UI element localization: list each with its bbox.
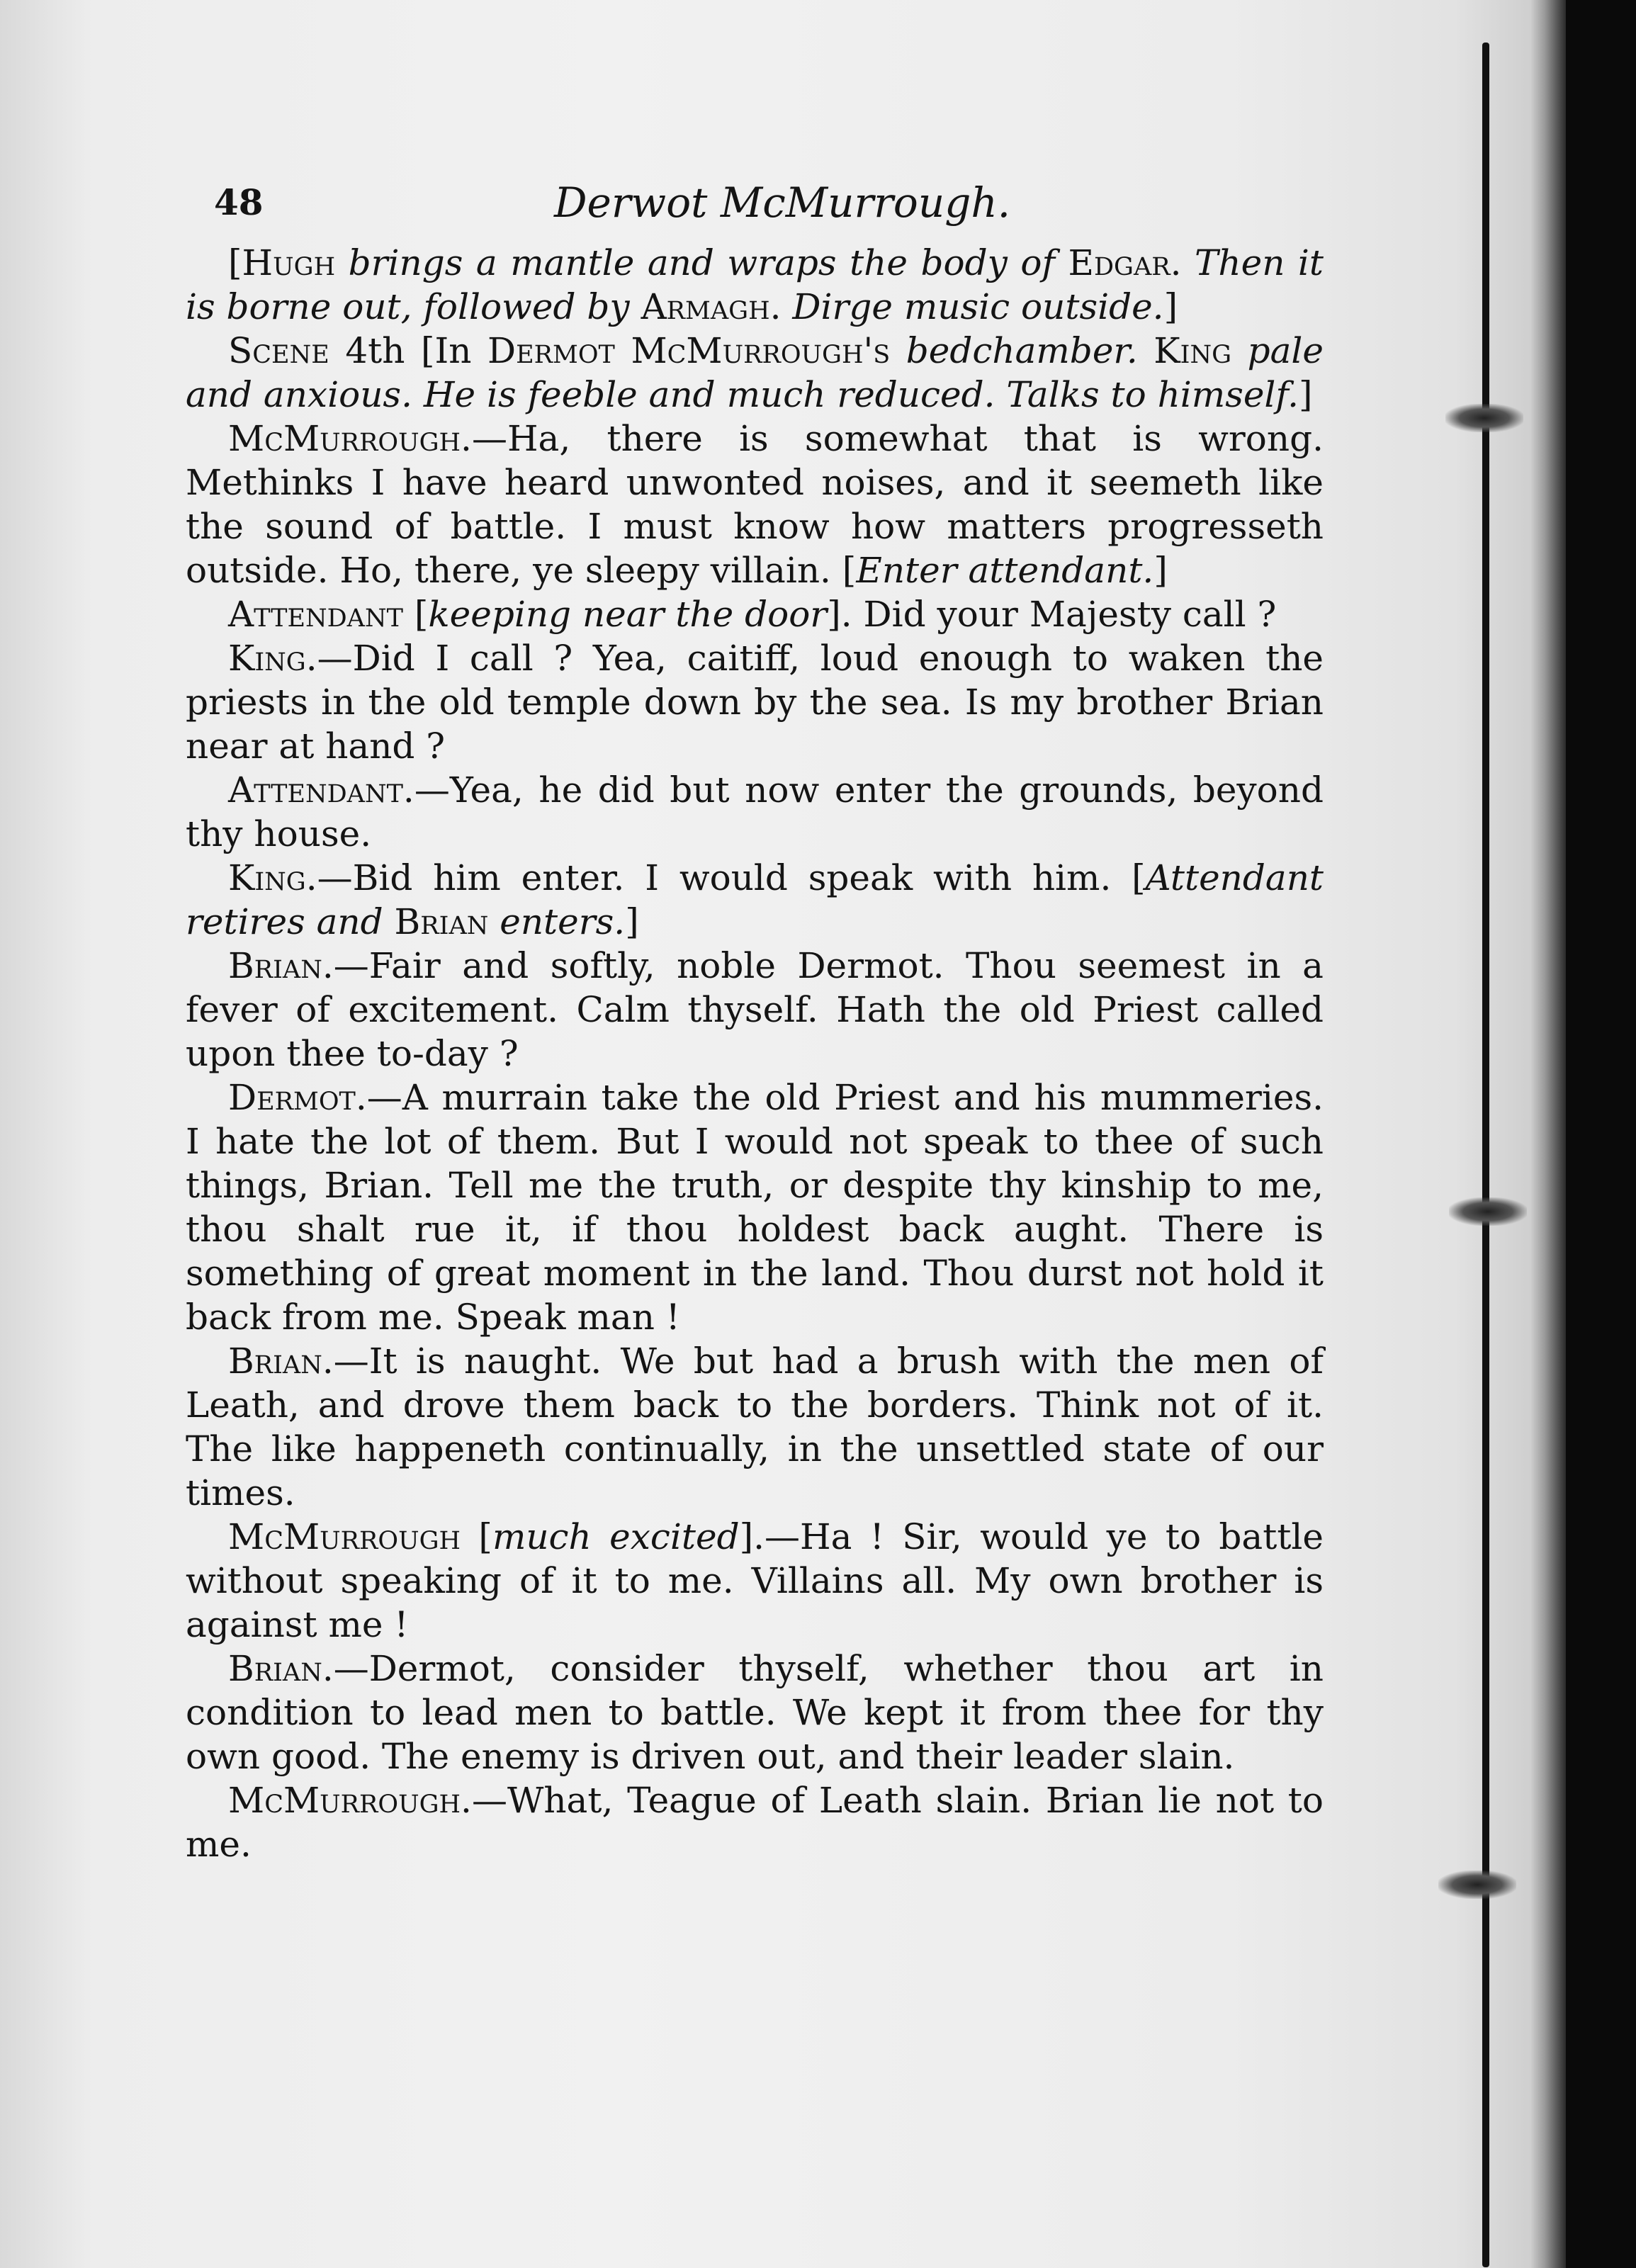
speaker-name: Edgar.	[1068, 242, 1182, 283]
dialogue-text: ]	[1153, 550, 1168, 591]
dialogue-paragraph	[186, 592, 1324, 636]
binding-knot	[1445, 404, 1523, 432]
dialogue-text: —Did I call ? Yea, caitiff, loud enough to waken the priests in the old temple down by the sea. Is my brother Brian near at hand ?	[186, 638, 1324, 767]
speaker-name: McMurrough.	[228, 418, 472, 459]
dialogue-text: —Ha, there is somewhat that is wrong. Methinks I have heard unwonted noises, and it seemeth like the sound of battle. I must know how matters progresseth outside. Ho, there, ye sleepy villain. [	[186, 418, 1324, 591]
dialogue-paragraph	[186, 1339, 1324, 1515]
dialogue-paragraph	[186, 768, 1324, 856]
dialogue-text: ]. Did your Majesty call ?	[827, 594, 1277, 635]
dialogue-paragraph	[186, 944, 1324, 1076]
dialogue-paragraph	[186, 1778, 1324, 1866]
stage-direction: bedchamber.	[890, 330, 1138, 371]
stage-direction: Attendant retires and	[186, 857, 1324, 942]
dialogue-text: —It is naught. We but had a brush with the men of Leath, and drove them back to the borders. Think not of it. The like happeneth continually, in the unsettled state of our times.	[186, 1341, 1324, 1513]
dialogue-text: —A murrain take the old Priest and his mummeries. I hate the lot of them. But I would not speak to thee of such things, Brian. Tell me the truth, or despite thy kinship to me, thou shalt rue it, if thou holdest back aught. There is something of great moment in the land. Thou durst not hold it back from me. Speak man !	[186, 1077, 1324, 1338]
stage-direction: Dirge music outside.	[781, 286, 1164, 327]
speaker-name: King.	[228, 638, 317, 679]
speaker-name: Scene	[228, 330, 329, 371]
dialogue-paragraph	[186, 417, 1324, 592]
dialogue-text	[1138, 330, 1154, 371]
binding-thread	[1482, 43, 1489, 2267]
book-spine-edge	[1530, 0, 1566, 2268]
speaker-name: Brian.	[228, 1341, 334, 1382]
stage-direction: pale and anxious. He is feeble and much reduced. Talks to himself.	[186, 330, 1324, 415]
speaker-name: Attendant	[228, 594, 403, 635]
running-header	[186, 163, 1324, 241]
dialogue-text: —Bid him enter. I would speak with him. [	[317, 857, 1146, 898]
speaker-name: Brian	[394, 901, 489, 942]
speaker-name: Brian.	[228, 1648, 334, 1689]
stage-direction: much excited	[492, 1516, 740, 1557]
speaker-name: King	[1153, 330, 1232, 371]
dialogue-text: ].—Ha ! Sir, would ye to battle without speaking of it to me. Villains all. My own brother is against me !	[186, 1516, 1324, 1645]
speaker-name: Armagh.	[641, 286, 782, 327]
page-number: 48	[214, 181, 264, 223]
dialogue-paragraph	[186, 1647, 1324, 1778]
speaker-name: Brian.	[228, 945, 334, 986]
speaker-name: King.	[228, 857, 317, 898]
dialogue-text: [	[402, 594, 429, 635]
dialogue-paragraph	[186, 636, 1324, 768]
speaker-name: Attendant.	[228, 769, 414, 811]
dialogue-text: [	[461, 1516, 492, 1557]
running-title: Derwot McMurrough.	[554, 179, 1011, 227]
dialogue-text: [	[228, 242, 242, 283]
speaker-name: Hugh	[242, 242, 336, 283]
speaker-name: McMurrough.	[228, 1780, 472, 1821]
dialogue-text: ]	[625, 901, 639, 942]
dialogue-paragraph	[186, 1515, 1324, 1647]
dialogue-paragraph	[186, 1076, 1324, 1339]
speaker-name: McMurrough	[228, 1516, 461, 1557]
page-text	[186, 163, 1324, 1866]
stage-direction: keeping near the door	[428, 594, 828, 635]
dialogue-paragraph	[186, 856, 1324, 944]
dialogue-text: —Dermot, consider thyself, whether thou art in condition to lead men to battle. We kept it from thee for thy own good. The enemy is driven out, and their leader slain.	[186, 1648, 1324, 1777]
speaker-name: Dermot.	[228, 1077, 367, 1118]
dialogue-text: —Fair and softly, noble Dermot. Thou seemest in a fever of excitement. Calm thyself. Hath the old Priest called upon thee to-day ?	[186, 945, 1324, 1074]
dialogue-paragraph	[186, 241, 1324, 329]
binding-knot	[1438, 1871, 1516, 1899]
dialogue-text: ]	[1163, 286, 1178, 327]
body-text	[186, 241, 1324, 1866]
stage-direction: brings a mantle and wraps the body of	[335, 242, 1068, 283]
dialogue-text: —Yea, he did but now enter the grounds, beyond thy house.	[186, 769, 1324, 854]
dialogue-paragraph	[186, 329, 1324, 417]
dialogue-text: 4th [In	[329, 330, 488, 371]
speaker-name: Dermot McMurrough's	[487, 330, 891, 371]
stage-direction: enters.	[488, 901, 626, 942]
stage-direction: Then it is borne out, followed by	[186, 242, 1324, 327]
binding-knot	[1449, 1197, 1527, 1226]
stage-direction: Enter attendant.	[856, 550, 1154, 591]
dialogue-text: —What, Teague of Leath slain. Brian lie not to me.	[186, 1780, 1324, 1865]
dialogue-text: ]	[1299, 374, 1313, 415]
